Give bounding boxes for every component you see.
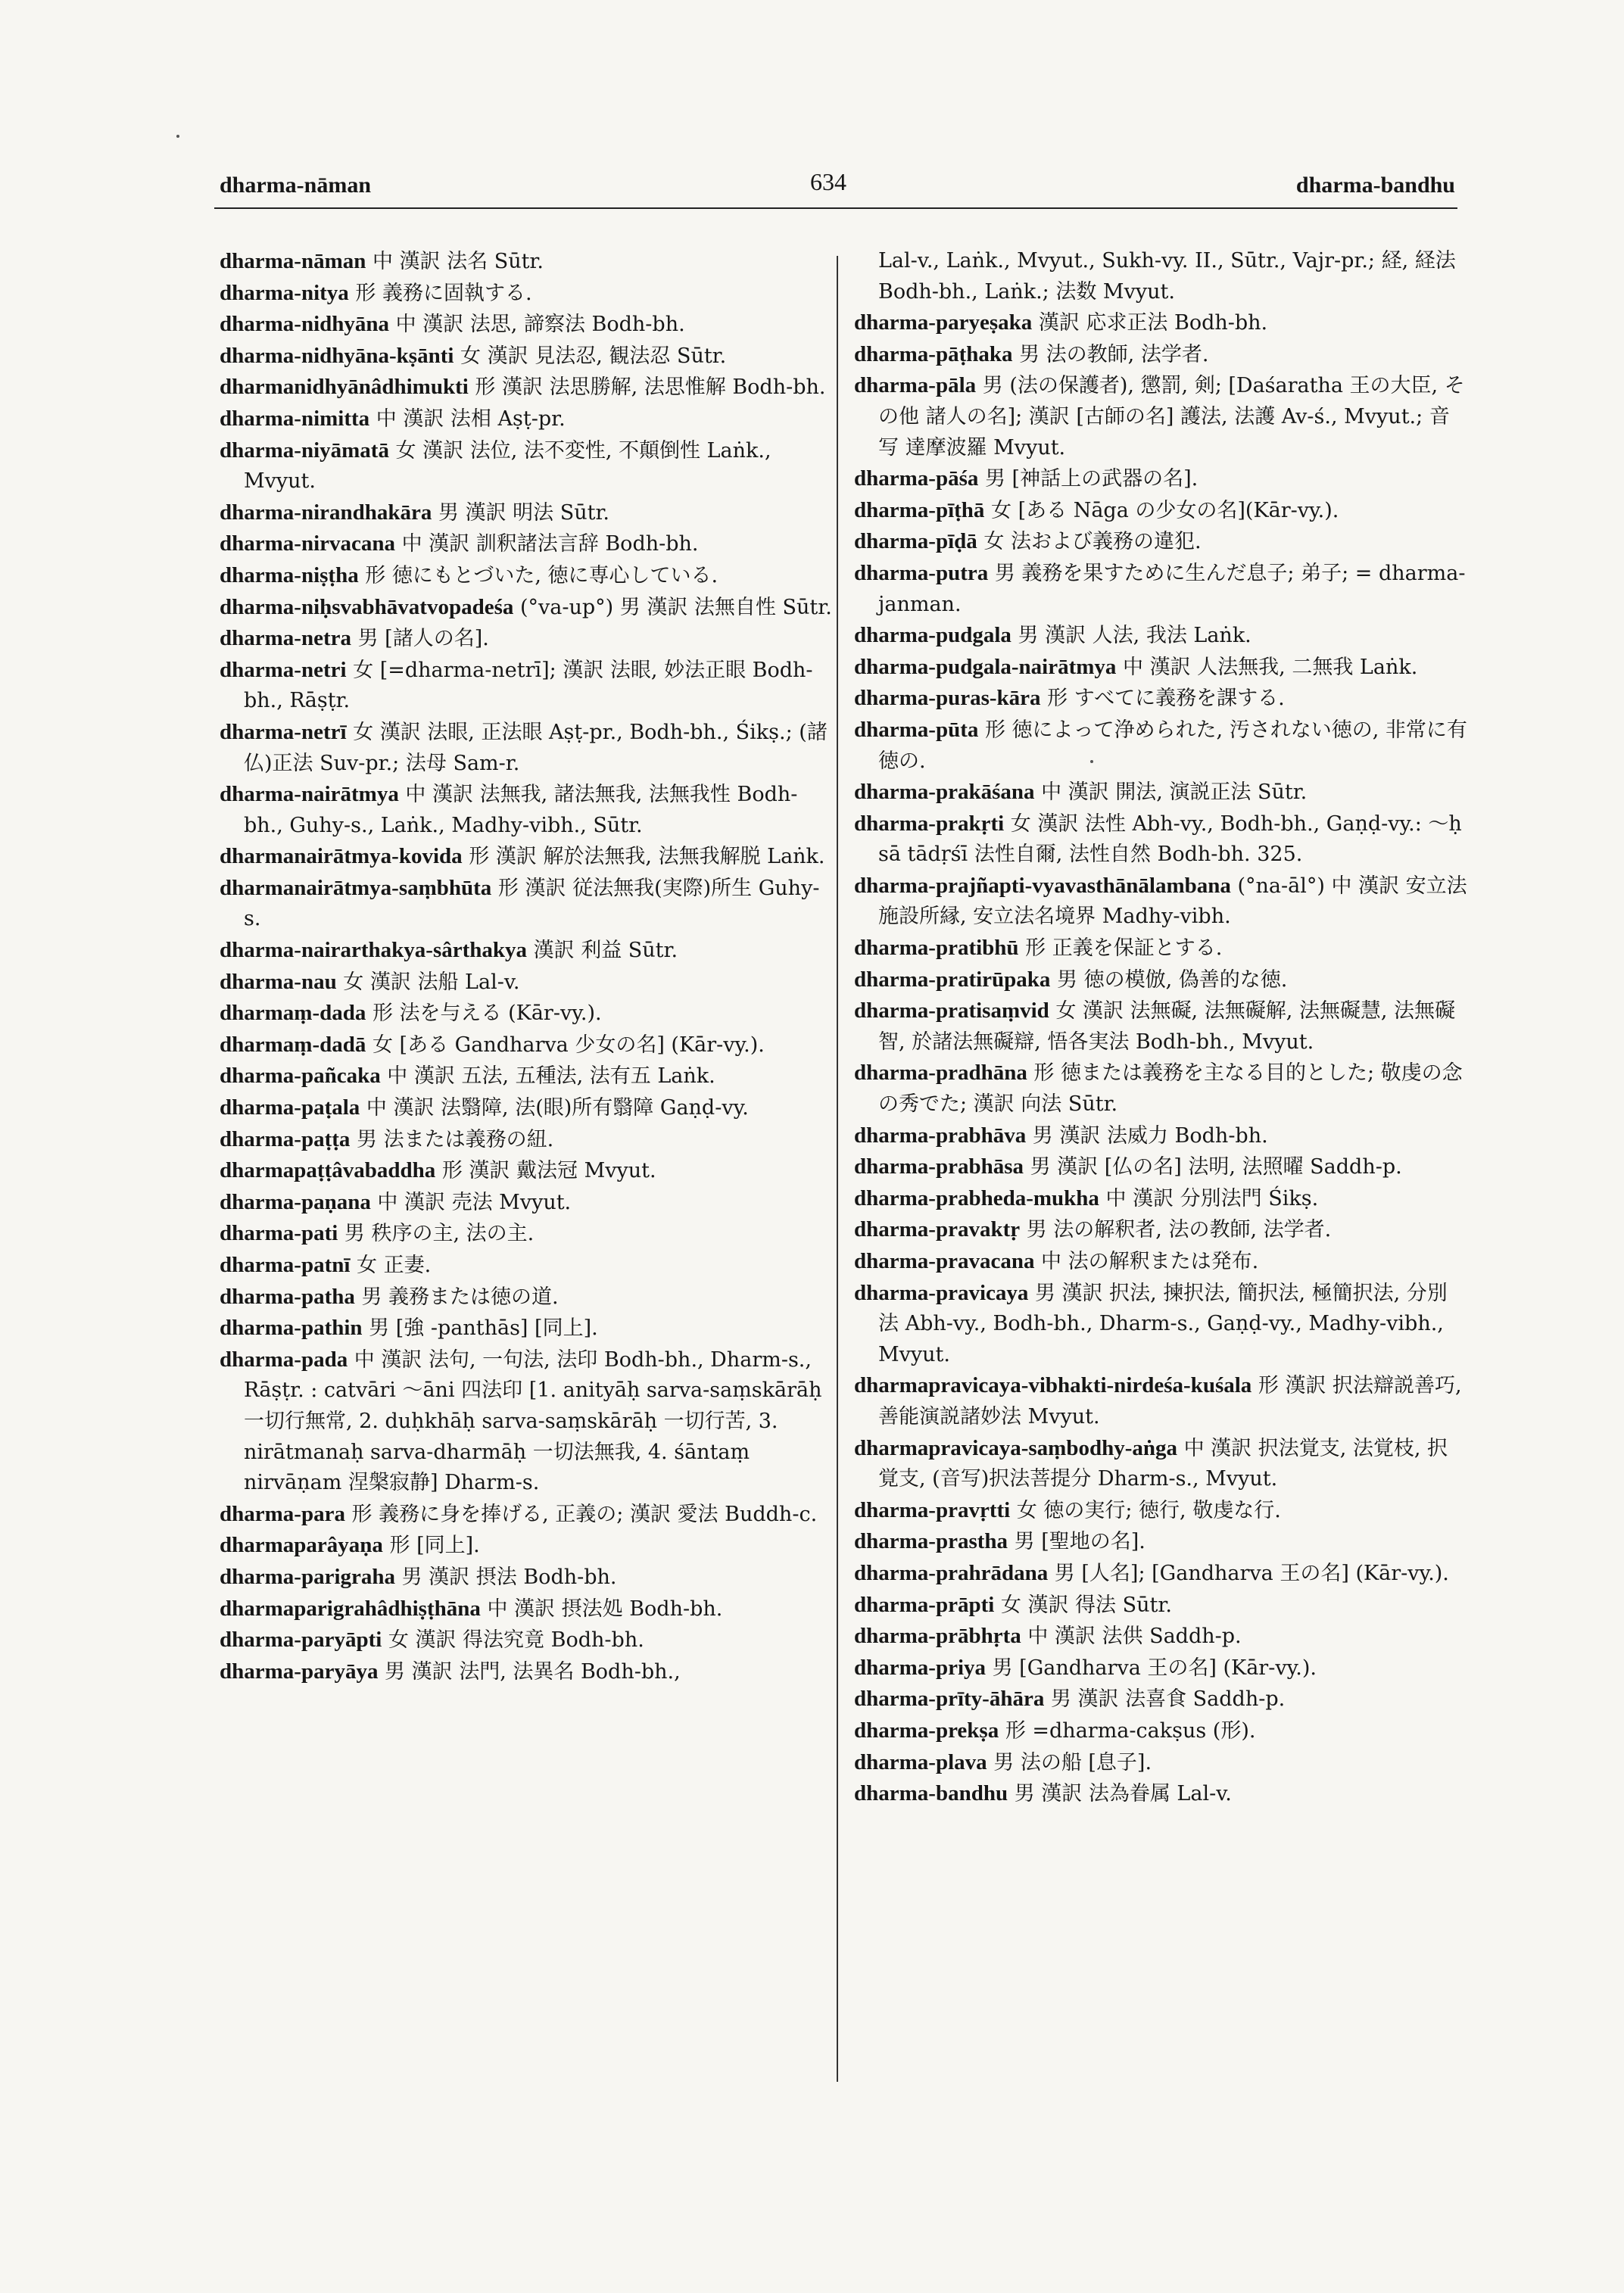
scan-speck <box>1090 760 1093 763</box>
headword: dharmapaṭṭâvabaddha <box>220 1158 436 1183</box>
definition: (°na-āl°) 中 漢訳 安立法施設所縁, 安立法名境界 Madhy-vibh. <box>878 874 1467 929</box>
definition: 女 漢訳 法船 Lal-v. <box>343 970 520 994</box>
headword: dharma-nidhyāna <box>220 312 390 337</box>
definition: 男 法または義務の紐. <box>356 1127 554 1151</box>
headword: dharma-pratisaṃvid <box>854 999 1049 1023</box>
headword: dharma-pradhāna <box>854 1061 1027 1086</box>
column-divider <box>837 256 838 2082</box>
headword: dharma-prabheda-mukha <box>854 1185 1099 1210</box>
headword: dharma-pati <box>220 1221 338 1246</box>
definition: 中 漢訳 法無我, 諸法無我, 法無我性 Bodh-bh., Guhy-s., Laṅk., Madhy-vibh., Sūtr. <box>244 783 798 837</box>
definition: (°va-up°) 男 漢訳 法無自性 Sūtr. <box>519 595 832 619</box>
dictionary-entry <box>854 1058 1467 1120</box>
dictionary-entry <box>220 998 833 1030</box>
dictionary-entry <box>220 1499 833 1531</box>
dictionary-entry <box>854 370 1467 463</box>
definition: 形 漢訳 解於法無我, 法無我解脱 Laṅk. <box>469 845 825 869</box>
headword: dharma-prābhṛta <box>854 1624 1021 1649</box>
headword: dharmaṃ-dadā <box>220 1032 366 1057</box>
dictionary-entry <box>854 1747 1467 1779</box>
dictionary-entry <box>220 1124 833 1156</box>
headword: dharma-pudgala <box>854 623 1011 648</box>
definition: 男 法の解釈者, 法の教師, 法学者. <box>1026 1218 1332 1242</box>
headword: dharma-pravṛtti <box>854 1497 1011 1522</box>
definition: 形 義務に身を捧げる, 正義の; 漢訳 愛法 Buddh-c. <box>351 1502 818 1526</box>
dictionary-entry <box>220 246 833 278</box>
definition: 中 漢訳 法相 Aṣṭ-pr. <box>376 407 566 431</box>
dictionary-entry <box>854 1433 1467 1495</box>
dictionary-entry <box>854 339 1467 371</box>
definition: 形 徳または義務を主なる目的とした; 敬虔の念の秀でた; 漢訳 向法 Sūtr. <box>878 1061 1463 1117</box>
headword: dharma-netrī <box>220 719 347 744</box>
headword: dharma-nitya <box>220 280 349 305</box>
headword: dharma-niḥsvabhāvatvopadeśa <box>220 594 514 619</box>
right-guide-word: dharma-bandhu <box>1295 173 1455 198</box>
headword: dharma-prajñapti-vyavasthānālambana <box>854 873 1231 898</box>
headword: dharma-niyāmatā <box>220 438 389 463</box>
dictionary-entry <box>220 278 833 310</box>
headword: dharma-pravicaya <box>854 1280 1029 1305</box>
dictionary-entry <box>854 715 1467 777</box>
definition: 女 漢訳 見法忍, 観法忍 Sūtr. <box>460 344 727 368</box>
dictionary-entry <box>854 1183 1467 1215</box>
definition: 女 漢訳 法無礙, 法無礙解, 法無礙慧, 法無礙智, 於諸法無礙辯, 悟各実法 Bodh-bh., Mvyut. <box>878 999 1456 1054</box>
headword: dharma-pratibhū <box>854 936 1019 961</box>
dictionary-entry <box>854 495 1467 527</box>
definition: 男 漢訳 法威力 Bodh-bh. <box>1032 1123 1268 1148</box>
headword: dharma-pathin <box>220 1316 363 1341</box>
dictionary-entry <box>220 560 833 592</box>
definition: Lal-v., Laṅk., Mvyut., Sukh-vy. II., Sūtr., Vajr-pr.; 経, 経法 Bodh-bh., Laṅk.; 法数 Mvyut. <box>878 249 1456 304</box>
definition: 女 法および義務の違犯. <box>983 530 1202 554</box>
dictionary-entry <box>854 307 1467 339</box>
definition: 男 漢訳 法門, 法異名 Bodh-bh., <box>385 1659 681 1684</box>
definition: 中 漢訳 人法無我, 二無我 Laṅk. <box>1123 655 1418 679</box>
headword: dharma-niṣṭha <box>220 562 359 587</box>
definition: 中 漢訳 五法, 五種法, 法有五 Laṅk. <box>387 1064 715 1089</box>
headword: dharma-plava <box>854 1749 987 1774</box>
definition: 形 徳にもとづいた, 徳に専心している. <box>365 563 718 587</box>
definition: 形 法を与える (Kār-vy.). <box>372 1002 602 1026</box>
dictionary-entry <box>854 1558 1467 1590</box>
dictionary-entry <box>220 841 833 873</box>
headword: dharma-nirandhakāra <box>220 500 432 525</box>
dictionary-entry <box>220 1313 833 1344</box>
headword: dharma-para <box>220 1501 345 1526</box>
definition: 中 漢訳 法供 Saddh-p. <box>1027 1625 1242 1649</box>
definition: 女 漢訳 法眼, 正法眼 Aṣṭ-pr., Bodh-bh., Śikṣ.; (諸仏)正法 Suv-pr.; 法母 Sam-r. <box>244 720 828 775</box>
definition: 中 漢訳 訓釈諸法言辞 Bodh-bh. <box>401 532 699 556</box>
definition: 中 漢訳 売法 Mvyut. <box>377 1190 572 1214</box>
headword: dharma-pada <box>220 1347 348 1372</box>
definition: 形 すべてに義務を課する. <box>1047 687 1285 711</box>
headword: dharma-pratirūpaka <box>854 967 1051 992</box>
definition: 男 漢訳 法為眷属 Lal-v. <box>1014 1782 1232 1806</box>
dictionary-entry <box>854 1495 1467 1527</box>
headword: dharma-pudgala-nairātmya <box>854 654 1117 679</box>
headword: dharmapravicaya-saṃbodhy-aṅga <box>854 1435 1177 1460</box>
headword: dharma-pūta <box>854 717 979 742</box>
headword: dharma-nairātmya <box>220 782 399 807</box>
definition: 中 漢訳 摂法処 Bodh-bh. <box>487 1597 723 1621</box>
definition: 男 [人名]; [Gandharva 王の名] (Kār-vy.). <box>1054 1561 1449 1585</box>
headword: dharmanidhyānâdhimukti <box>220 375 469 400</box>
definition: 形 義務に固執する. <box>355 281 532 305</box>
headword: dharma-prabhāsa <box>854 1154 1024 1179</box>
dictionary-entry <box>220 1594 833 1625</box>
dictionary-entry <box>220 528 833 560</box>
headword: dharma-paṭṭa <box>220 1126 351 1151</box>
definition: 男 秩序の主, 法の主. <box>344 1222 535 1246</box>
dictionary-entry <box>220 717 833 779</box>
dictionary-entry <box>854 1214 1467 1246</box>
definition: 男 漢訳 法喜食 Saddh-p. <box>1050 1687 1286 1712</box>
header-rule <box>214 207 1457 209</box>
dictionary-entry <box>220 1030 833 1061</box>
definition: 男 漢訳 明法 Sūtr. <box>438 500 609 525</box>
definition: 中 漢訳 法翳障, 法(眼)所有翳障 Gaṇḍ-vy. <box>366 1096 749 1120</box>
dictionary-entry <box>220 1656 833 1688</box>
dictionary-entry <box>854 1715 1467 1747</box>
definition: 男 [神話上の武器の名]. <box>984 467 1199 491</box>
headword: dharma-prekṣa <box>854 1718 999 1743</box>
dictionary-entry <box>854 1526 1467 1558</box>
definition: 男 法の船 [息子]. <box>993 1750 1152 1774</box>
dictionary-entry <box>854 558 1467 620</box>
headword: dharma-paṭala <box>220 1095 360 1120</box>
left-guide-word: dharma-nāman <box>220 173 372 198</box>
headword: dharma-pāla <box>854 373 977 398</box>
headword: dharma-pāṭhaka <box>854 341 1013 366</box>
definition: 男 [強 -panthās] [同上]. <box>369 1316 598 1341</box>
dictionary-entry <box>854 1684 1467 1715</box>
headword: dharma-pañcaka <box>220 1064 381 1089</box>
headword: dharma-puras-kāra <box>854 686 1041 711</box>
headword: dharma-nidhyāna-kṣānti <box>220 343 454 368</box>
definition: 男 漢訳 人法, 我法 Laṅk. <box>1018 624 1252 648</box>
dictionary-entry <box>220 1625 833 1656</box>
dictionary-entry <box>854 871 1467 933</box>
right-column <box>854 246 1467 1810</box>
dictionary-entry <box>220 341 833 372</box>
headword: dharma-pāśa <box>854 466 979 491</box>
definition: 漢訳 応求正法 Bodh-bh. <box>1038 311 1268 335</box>
dictionary-entry <box>854 1246 1467 1278</box>
definition: 男 [諸人の名]. <box>357 627 489 651</box>
definition: 形 漢訳 法思勝解, 法思惟解 Bodh-bh. <box>475 375 826 400</box>
dictionary-entry <box>220 623 833 655</box>
headword: dharma-nāman <box>220 249 366 273</box>
headword: dharma-prakṛti <box>854 811 1005 836</box>
definition: 形 =dharma-cakṣus (形). <box>1005 1718 1256 1743</box>
definition: 男 法の教師, 法学者. <box>1019 342 1209 366</box>
definition: 男 漢訳 [仏の名] 法明, 法照曜 Saddh-p. <box>1030 1155 1402 1179</box>
headword: dharma-prāpti <box>854 1592 995 1617</box>
dictionary-entry <box>220 873 833 935</box>
definition: 女 [=dharma-netrī]; 漢訳 法眼, 妙法正眼 Bodh-bh., Rāṣṭr. <box>244 658 813 713</box>
dictionary-entry <box>220 655 833 717</box>
dictionary-entry <box>220 372 833 403</box>
dictionary-entry <box>854 463 1467 495</box>
headword: dharma-prakāśana <box>854 780 1035 805</box>
headword: dharma-netri <box>220 657 347 682</box>
headword: dharma-nimitta <box>220 406 370 431</box>
headword: dharma-prīty-āhāra <box>854 1687 1045 1712</box>
definition: 男 徳の模倣, 偽善的な徳. <box>1057 967 1288 992</box>
definition: 形 漢訳 従法無我(実際)所生 Guhy-s. <box>244 876 820 931</box>
definition: 男 (法の保護者), 懲罰, 剣; [Daśaratha 王の大臣, その他 諸人の名]; 漢訳 [古師の名] 護法, 法護 Av-ś., Mvyut.; 音写 達摩波羅 Mvyut. <box>878 374 1465 460</box>
definition: 中 漢訳 開法, 演説正法 Sūtr. <box>1041 780 1308 805</box>
definition: 男 [Gandharva 王の名] (Kār-vy.). <box>992 1656 1317 1680</box>
dictionary-entry <box>220 592 833 624</box>
dictionary-entry <box>854 1590 1467 1622</box>
definition: 形 徳によって浄められた, 汚されない徳の, 非常に有徳の. <box>878 718 1467 773</box>
definition: 中 漢訳 法名 Sūtr. <box>372 250 544 273</box>
dictionary-entry <box>220 1530 833 1562</box>
headword: dharma-nau <box>220 969 337 994</box>
headword: dharma-bandhu <box>854 1781 1008 1806</box>
dictionary-entry <box>854 620 1467 652</box>
headword: dharmanairātmya-saṃbhūta <box>220 875 492 900</box>
dictionary-entry <box>854 933 1467 964</box>
headword: dharma-pravaktṛ <box>854 1217 1021 1242</box>
dictionary-entry <box>854 1120 1467 1152</box>
definition: 女 徳の実行; 徳行, 敬虔な行. <box>1016 1498 1281 1522</box>
headword: dharmaṃ-dada <box>220 1001 366 1026</box>
dictionary-entry <box>854 1621 1467 1653</box>
headword: dharma-paryāya <box>220 1659 379 1684</box>
definition: 中 漢訳 分別法門 Śikṣ. <box>1105 1186 1319 1210</box>
definition: 男 義務を果すために生んだ息子; 弟子; = dharma-janman. <box>878 561 1466 616</box>
headword: dharmanairātmya-kovida <box>220 844 463 869</box>
definition: 男 義務または徳の道. <box>361 1285 559 1309</box>
dictionary-entry <box>220 497 833 529</box>
definition: 女 漢訳 法性 Abh-vy., Bodh-bh., Gaṇḍ-vy.: ～ḥ sā tādṛśī 法性自爾, 法性自然 Bodh-bh. 325. <box>878 812 1462 867</box>
dictionary-entry <box>854 777 1467 808</box>
dictionary-entry <box>220 309 833 341</box>
definition: 女 漢訳 得法 Sūtr. <box>1000 1593 1172 1617</box>
dictionary-entry <box>220 1562 833 1594</box>
headword: dharma-patnī <box>220 1253 351 1277</box>
definition: 中 漢訳 法句, 一句法, 法印 Bodh-bh., Dharm-s., Rāṣṭr. : catvāri ～āni 四法印 [1. anityāḥ sarva-saṃskārāḥ 一切行無常, 2. duḥkhāḥ sarva-saṃskārāḥ 一切行苦, 3. nirātmanaḥ sarva-dharmāḥ 一切法無我, 4. śāntaṃ nirvāṇam 涅槃寂静] Dharm-s. <box>244 1347 822 1495</box>
headword: dharma-parigraha <box>220 1564 395 1589</box>
headword: dharma-netra <box>220 626 351 651</box>
dictionary-entry <box>220 779 833 841</box>
page-number: 634 <box>810 168 846 195</box>
headword: dharma-paryeṣaka <box>854 310 1033 335</box>
definition: 中 法の解釈または発布. <box>1041 1250 1259 1273</box>
dictionary-entry <box>220 435 833 497</box>
dictionary-entry <box>854 995 1467 1058</box>
headword: dharmaparigrahâdhiṣṭhāna <box>220 1596 481 1621</box>
dictionary-entry <box>220 403 833 435</box>
headword: dharmapravicaya-vibhakti-nirdeśa-kuśala <box>854 1373 1252 1398</box>
dictionary-entry <box>854 964 1467 996</box>
dictionary-entry <box>220 1187 833 1219</box>
dictionary-entry <box>854 1370 1467 1432</box>
running-head <box>220 168 1455 203</box>
dictionary-entry <box>854 1778 1467 1810</box>
headword: dharma-paṇana <box>220 1189 371 1214</box>
dictionary-entry <box>854 526 1467 558</box>
headword: dharma-patha <box>220 1284 355 1309</box>
dictionary-entry <box>220 1155 833 1187</box>
dictionary-entry <box>854 808 1467 871</box>
headword: dharma-pīṭhā <box>854 497 985 522</box>
definition: 女 正妻. <box>357 1254 432 1277</box>
left-column <box>220 246 833 1687</box>
definition: 形 漢訳 戴法冠 Mvyut. <box>441 1159 656 1183</box>
headword: dharma-prastha <box>854 1529 1008 1554</box>
dictionary-entry <box>220 1092 833 1124</box>
definition: 形 正義を保証とする. <box>1025 936 1223 961</box>
dictionary-entry <box>220 1250 833 1282</box>
headword: dharma-putra <box>854 560 989 585</box>
dictionary-entry <box>220 1061 833 1092</box>
headword: dharma-nirvacana <box>220 531 395 556</box>
dictionary-entry <box>854 1278 1467 1371</box>
headword: dharma-priya <box>854 1655 986 1680</box>
dictionary-entry <box>854 1151 1467 1183</box>
definition: 形 漢訳 択法辯説善巧, 善能演説諸妙法 Mvyut. <box>878 1374 1462 1428</box>
definition: 男 漢訳 択法, 揀択法, 簡択法, 極簡択法, 分別法 Abh-vy., Bodh-bh., Dharm-s., Gaṇḍ-vy., Madhy-vibh., Mvyut. <box>878 1281 1448 1366</box>
definition: 男 漢訳 摂法 Bodh-bh. <box>401 1565 617 1589</box>
definition: 女 漢訳 得法究竟 Bodh-bh. <box>388 1628 644 1653</box>
headword: dharma-pīḍā <box>854 529 977 554</box>
headword: dharma-nairarthakya-sârthakya <box>220 938 528 963</box>
definition: 女 [ある Gandharva 少女の名] (Kār-vy.). <box>372 1033 765 1057</box>
dictionary-entry <box>220 935 833 967</box>
definition: 漢訳 利益 Sūtr. <box>533 939 678 963</box>
definition: 女 漢訳 法位, 法不変性, 不顛倒性 Laṅk., Mvyut. <box>244 438 771 494</box>
headword: dharma-prabhāva <box>854 1123 1027 1148</box>
dictionary-entry <box>854 246 1467 307</box>
definition: 中 漢訳 法思, 諦察法 Bodh-bh. <box>395 313 685 337</box>
dictionary-entry <box>220 1282 833 1313</box>
headword: dharma-prahrādana <box>854 1560 1049 1585</box>
headword: dharmaparâyaṇa <box>220 1533 383 1558</box>
headword: dharma-paryāpti <box>220 1628 382 1653</box>
dictionary-entry <box>854 683 1467 715</box>
definition: 女 [ある Nāga の少女の名](Kār-vy.). <box>991 498 1339 522</box>
headword: dharma-pravacana <box>854 1249 1035 1273</box>
scan-speck <box>176 135 179 138</box>
definition: 中 漢訳 択法覚支, 法覚枝, 択覚支, (音写)択法菩提分 Dharm-s., Mvyut. <box>878 1436 1448 1491</box>
definition: 男 [聖地の名]. <box>1014 1530 1146 1554</box>
dictionary-entry <box>220 1218 833 1250</box>
dictionary-entry <box>220 1344 833 1499</box>
definition: 形 [同上]. <box>389 1534 480 1558</box>
dictionary-entry <box>854 652 1467 684</box>
dictionary-entry <box>854 1653 1467 1684</box>
dictionary-entry <box>220 967 833 999</box>
